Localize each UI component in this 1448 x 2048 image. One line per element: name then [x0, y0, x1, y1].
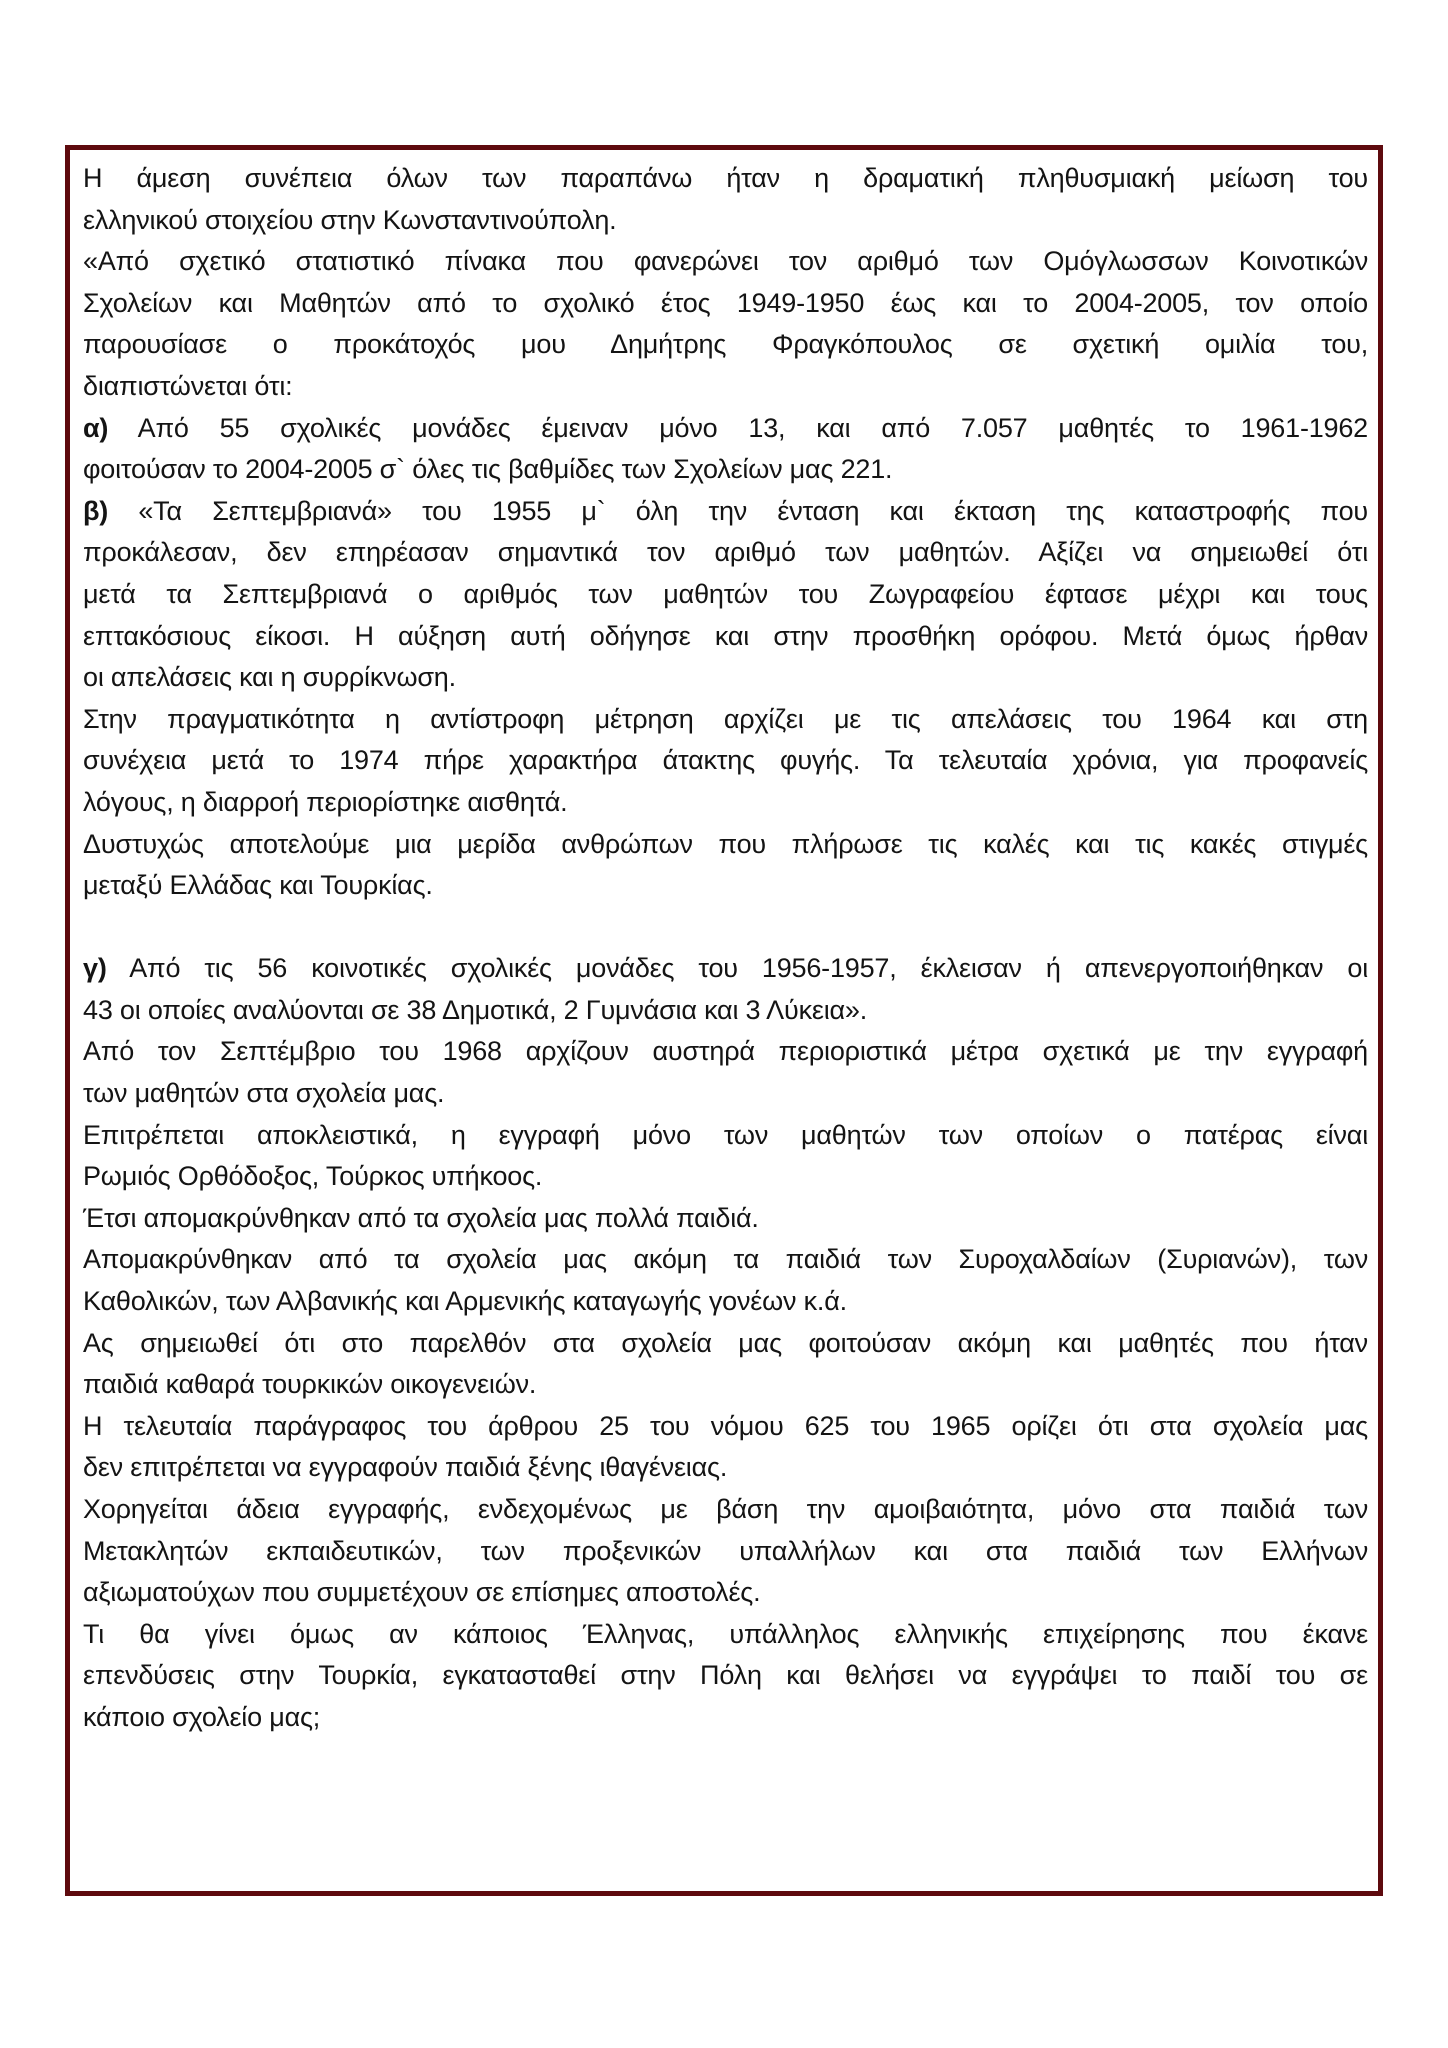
list-marker: α)	[83, 412, 109, 443]
paragraph	[83, 241, 1368, 407]
paragraph	[83, 1489, 1368, 1614]
text-line	[83, 1031, 1368, 1073]
blank-line	[83, 907, 1368, 949]
text-line	[83, 1364, 1368, 1406]
text-line	[83, 1572, 1368, 1614]
line-text: Ας σημειωθεί ότι στο παρελθόν στα σχολεία μας φοιτούσαν ακόμη και μαθητές που ήταν	[83, 1327, 1368, 1358]
list-marker: β)	[83, 495, 109, 526]
paragraph	[83, 1406, 1368, 1489]
line-text: Από τις 56 κοινοτικές σχολικές μονάδες του 1956-1957, έκλεισαν ή απενεργοποιήθηκαν οι	[129, 953, 1368, 984]
line-text: Καθολικών, των Αλβανικής και Αρμενικής καταγωγής γονέων κ.ά.	[83, 1286, 847, 1317]
paragraph	[83, 1031, 1368, 1114]
line-text: συνέχεια μετά το 1974 πήρε χαρακτήρα άτακτης φυγής. Τα τελευταία χρόνια, για προφανείς	[83, 745, 1368, 776]
line-text: κάποιο σχολείο μας;	[83, 1701, 321, 1732]
text-line	[83, 1531, 1368, 1573]
line-text: Έτσι απομακρύνθηκαν από τα σχολεία μας πολλά παιδιά.	[83, 1202, 759, 1233]
line-text: Ρωμιός Ορθόδοξος, Τούρκος υπήκοος.	[83, 1161, 543, 1192]
line-text: Η άμεση συνέπεια όλων των παραπάνω ήταν η δραματική πληθυσμιακή μείωση του	[83, 163, 1368, 193]
line-text: «Τα Σεπτεμβριανά» του 1955 μ` όλη την ένταση και έκταση της καταστροφής που	[138, 495, 1368, 526]
line-text: ελληνικού στοιχείου στην Κωνσταντινούπολη.	[83, 204, 617, 235]
text-line	[83, 990, 1368, 1032]
line-text: παιδιά καθαρά τουρκικών οικογενειών.	[83, 1369, 537, 1400]
list-item-paragraph	[83, 491, 1368, 699]
line-text: διαπιστώνεται ότι:	[83, 370, 293, 401]
line-text: Από 55 σχολικές μονάδες έμειναν μόνο 13, και από 7.057 μαθητές το 1961-1962	[137, 412, 1368, 443]
document-body	[83, 158, 1368, 1739]
text-line	[83, 1447, 1368, 1489]
line-text: Δυστυχώς αποτελούμε μια μερίδα ανθρώπων που πλήρωσε τις καλές και τις κακές στιγμές	[83, 828, 1368, 859]
line-text: επενδύσεις στην Τουρκία, εγκατασταθεί στην Πόλη και θελήσει να εγγράψει το παιδί του σε	[83, 1660, 1368, 1691]
paragraph	[83, 1115, 1368, 1198]
line-text: 43 οι οποίες αναλύονται σε 38 Δημοτικά, 2 Γυμνάσια και 3 Λύκεια».	[83, 994, 868, 1025]
paragraph	[83, 1614, 1368, 1739]
line-text: οι απελάσεις και η συρρίκνωση.	[83, 662, 456, 693]
text-line	[83, 1239, 1368, 1281]
line-text: δεν επιτρέπεται να εγγραφούν παιδιά ξένης ιθαγένειας.	[83, 1452, 728, 1483]
line-text: Τι θα γίνει όμως αν κάποιος Έλληνας, υπάλληλος ελληνικής επιχείρησης που έκανε	[83, 1618, 1368, 1649]
text-line	[83, 948, 1368, 990]
line-text: Από τον Σεπτέμβριο του 1968 αρχίζουν αυστηρά περιοριστικά μέτρα σχετικά με την εγγραφή	[83, 1036, 1368, 1067]
line-text: των μαθητών στα σχολεία μας.	[83, 1078, 445, 1109]
list-marker: γ)	[83, 953, 107, 984]
text-line	[83, 200, 1368, 242]
text-line	[83, 740, 1368, 782]
line-text: μεταξύ Ελλάδας και Τουρκίας.	[83, 870, 433, 901]
text-line	[83, 865, 1368, 907]
text-line	[83, 366, 1368, 408]
line-text: Σχολείων και Μαθητών από το σχολικό έτος 1949-1950 έως και το 2004-2005, τον οποίο	[83, 287, 1368, 318]
line-text: «Από σχετικό στατιστικό πίνακα που φανερώνει τον αριθμό των Ομόγλωσσων Κοινοτικών	[83, 246, 1368, 277]
line-text: Χορηγείται άδεια εγγραφής, ενδεχομένως με βάση την αμοιβαιότητα, μόνο στα παιδιά των	[83, 1494, 1368, 1524]
text-line	[83, 574, 1368, 616]
paragraph	[83, 824, 1368, 907]
text-line	[83, 616, 1368, 658]
line-text: Απομακρύνθηκαν από τα σχολεία μας ακόμη τα παιδιά των Συροχαλδαίων (Συριανών), των	[83, 1244, 1368, 1275]
text-line	[83, 1073, 1368, 1115]
text-line	[83, 1323, 1368, 1365]
line-text: Επιτρέπεται αποκλειστικά, η εγγραφή μόνο των μαθητών των οποίων ο πατέρας είναι	[83, 1119, 1368, 1150]
text-line	[83, 158, 1368, 200]
line-text: Στην πραγματικότητα η αντίστροφη μέτρηση αρχίζει με τις απελάσεις του 1964 και στη	[83, 703, 1368, 734]
text-line	[83, 1406, 1368, 1448]
line-text: αξιωματούχων που συμμετέχουν σε επίσημες αποστολές.	[83, 1577, 761, 1608]
text-line	[83, 824, 1368, 866]
paragraph	[83, 1198, 1368, 1240]
text-line	[83, 283, 1368, 325]
text-line	[83, 1198, 1368, 1240]
text-line	[83, 408, 1368, 450]
text-line	[83, 1697, 1368, 1739]
list-item-paragraph	[83, 948, 1368, 1031]
text-line	[83, 491, 1368, 533]
paragraph	[83, 1239, 1368, 1322]
text-line	[83, 1281, 1368, 1323]
paragraph	[83, 158, 1368, 241]
text-line	[83, 532, 1368, 574]
text-line	[83, 699, 1368, 741]
line-text: επτακόσιους είκοσι. Η αύξηση αυτή οδήγησε και στην προσθήκη ορόφου. Μετά όμως ήρθαν	[83, 620, 1368, 651]
text-line	[83, 1489, 1368, 1531]
text-line	[83, 324, 1368, 366]
text-line	[83, 1614, 1368, 1656]
line-text: φοιτούσαν το 2004-2005 σ` όλες τις βαθμίδες των Σχολείων μας 221.	[83, 454, 893, 485]
text-line	[83, 241, 1368, 283]
text-line	[83, 1115, 1368, 1157]
line-text: παρουσίασε ο προκάτοχός μου Δημήτρης Φραγκόπουλος σε σχετική ομιλία του,	[83, 329, 1368, 360]
list-item-paragraph	[83, 408, 1368, 491]
paragraph	[83, 699, 1368, 824]
text-line	[83, 1655, 1368, 1697]
line-text: Η τελευταία παράγραφος του άρθρου 25 του νόμου 625 του 1965 ορίζει ότι στα σχολεία μας	[83, 1410, 1368, 1441]
paragraph	[83, 1323, 1368, 1406]
text-line	[83, 782, 1368, 824]
text-line	[83, 449, 1368, 491]
text-line	[83, 1156, 1368, 1198]
line-text: μετά τα Σεπτεμβριανά ο αριθμός των μαθητών του Ζωγραφείου έφτασε μέχρι και τους	[83, 578, 1368, 609]
line-text: Μετακλητών εκπαιδευτικών, των προξενικών υπαλλήλων και στα παιδιά των Ελλήνων	[83, 1535, 1368, 1566]
line-text: λόγους, η διαρροή περιορίστηκε αισθητά.	[83, 786, 568, 817]
text-line	[83, 657, 1368, 699]
line-text: προκάλεσαν, δεν επηρέασαν σημαντικά τον αριθμό των μαθητών. Αξίζει να σημειωθεί ότι	[83, 537, 1368, 568]
